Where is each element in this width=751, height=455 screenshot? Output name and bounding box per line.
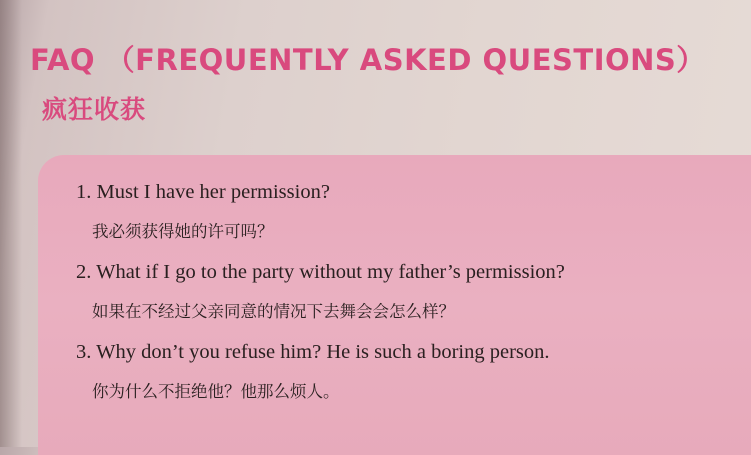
- question-chinese: 你为什么不拒绝他？他那么烦人。: [92, 382, 340, 401]
- question-list: [76, 172, 565, 412]
- question-english: 3. Why don’t you refuse him? He is such a boring person.: [76, 341, 550, 363]
- faq-subtitle: 疯狂收获: [42, 95, 147, 124]
- question-item-1: [76, 172, 565, 252]
- question-chinese: 我必须获得她的许可吗？: [92, 222, 274, 241]
- question-english: 2. What if I go to the party without my father’s permission?: [76, 261, 565, 283]
- faq-title: FAQ （FREQUENTLY ASKED QUESTIONS）: [30, 43, 706, 77]
- page-edge-shadow: [0, 0, 22, 447]
- question-chinese: 如果在不经过父亲同意的情况下去舞会会怎么样？: [92, 302, 455, 321]
- question-item-2: [76, 252, 565, 332]
- question-item-3: [76, 332, 565, 412]
- question-english: 1. Must I have her permission?: [76, 181, 330, 203]
